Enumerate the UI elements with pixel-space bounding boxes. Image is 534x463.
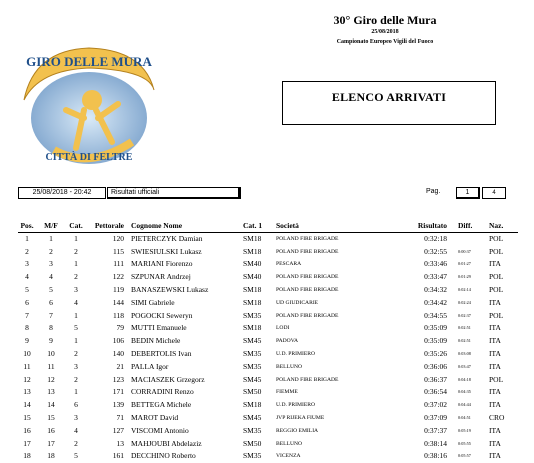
cell-pos: 12	[23, 374, 31, 384]
cell-cat: 6	[74, 400, 78, 410]
cell-pos: 11	[23, 361, 31, 371]
table-row	[0, 284, 534, 297]
cell-nome: SZPUNAR Andrzej	[131, 272, 191, 282]
elenco-box	[282, 81, 496, 125]
table-row	[0, 438, 534, 451]
header-naz: Naz.	[489, 221, 504, 230]
cell-diff: 0:02:37	[458, 312, 471, 318]
cell-nome: CORRADINI Renzo	[131, 387, 194, 397]
cell-mf: 18	[47, 451, 55, 461]
cell-naz: ITA	[489, 348, 501, 358]
cell-cat: 3	[74, 361, 78, 371]
cell-nome: BETTEGA Michele	[131, 400, 192, 410]
cell-naz: ITA	[489, 297, 501, 307]
cell-pet: 118	[113, 310, 124, 320]
cell-pos: 8	[25, 323, 29, 333]
cell-mf: 14	[47, 400, 55, 410]
cell-pos: 4	[25, 272, 29, 282]
cell-nome: MACIASZEK Grzegorz	[131, 374, 205, 384]
cell-nome: MAHJOUBI Abdelaziz	[131, 438, 202, 448]
cell-nome: MARIANI Fiorenzo	[131, 259, 193, 269]
cell-mf: 3	[49, 259, 53, 269]
header-nome: Cognome Nome	[131, 221, 183, 230]
table-body	[0, 233, 534, 463]
cell-diff: 0:03:08	[458, 350, 471, 356]
cell-diff: 0:05:19	[458, 427, 471, 433]
cell-pet: 140	[112, 348, 124, 358]
cell-pet: 161	[112, 451, 124, 461]
cell-cat: 3	[74, 412, 78, 422]
header-cat: Cat.	[69, 221, 83, 230]
cell-soc: FIEMME	[276, 389, 298, 396]
table-row	[0, 386, 534, 399]
cell-ris: 0:35:09	[424, 336, 447, 346]
cell-cat: 2	[74, 374, 78, 384]
cell-pet: 13	[116, 438, 124, 448]
cell-diff: 0:04:35	[458, 389, 471, 395]
cell-cat1: SM35	[243, 310, 262, 320]
cell-nome: MUTTI Emanuele	[131, 323, 187, 333]
cell-soc: POLAND FIRE BRIGADE	[276, 235, 339, 242]
cell-ris: 0:33:47	[424, 272, 447, 282]
table-row	[0, 246, 534, 259]
cell-cat1: SM18	[243, 284, 262, 294]
cell-pet: 21	[116, 361, 124, 371]
header-pettorale: Pettorale	[94, 221, 124, 230]
page-current-field[interactable]: 1	[456, 187, 480, 199]
cell-cat: 1	[74, 259, 78, 269]
cell-ris: 0:37:02	[424, 400, 447, 410]
cell-cat1: SM18	[243, 323, 262, 333]
cell-naz: POL	[489, 310, 504, 320]
cell-pos: 3	[25, 259, 29, 269]
cell-soc: PADOVA	[276, 338, 299, 345]
table-row	[0, 322, 534, 335]
cell-nome: POGOCKI Seweryn	[131, 310, 193, 320]
cell-pos: 2	[25, 246, 29, 256]
cell-mf: 9	[49, 336, 53, 346]
cell-ris: 0:38:16	[424, 451, 447, 461]
cell-naz: CRO	[489, 412, 505, 422]
cell-naz: ITA	[489, 400, 501, 410]
cell-soc: POLAND FIRE BRIGADE	[276, 286, 339, 293]
cell-cat1: SM18	[243, 297, 262, 307]
cell-soc: PESCARA	[276, 261, 302, 268]
cell-naz: POL	[489, 284, 504, 294]
cell-cat1: SM50	[243, 438, 262, 448]
cell-pet: 71	[116, 412, 124, 422]
cell-cat: 1	[74, 387, 78, 397]
cell-naz: ITA	[489, 361, 501, 371]
elenco-title: ELENCO ARRIVATI	[331, 90, 447, 104]
cell-mf: 16	[47, 425, 55, 435]
cell-mf: 11	[47, 361, 55, 371]
cell-mf: 1	[49, 233, 53, 243]
cell-mf: 12	[47, 374, 55, 384]
cell-pos: 5	[25, 284, 29, 294]
cell-pos: 13	[23, 387, 31, 397]
cell-diff: 0:03:47	[458, 363, 471, 369]
cell-cat1: SM40	[243, 259, 262, 269]
cell-diff: 0:02:51	[458, 325, 471, 331]
cell-nome: VISCOMI Antonio	[131, 425, 189, 435]
cell-mf: 6	[49, 297, 53, 307]
cell-ris: 0:32:55	[424, 246, 447, 256]
cell-cat1: SM40	[243, 272, 262, 282]
table-row	[0, 258, 534, 271]
cell-pos: 16	[23, 425, 31, 435]
table-row	[0, 374, 534, 387]
cell-pet: 79	[116, 323, 124, 333]
cell-nome: MAROT David	[131, 412, 179, 422]
cell-diff: 0:05:55	[458, 440, 471, 446]
cell-soc: U.D. PRIMIERO	[276, 350, 316, 357]
cell-mf: 7	[49, 310, 53, 320]
cell-soc: VICENZA	[276, 453, 301, 460]
cell-pet: 111	[113, 259, 124, 269]
cell-cat1: SM35	[243, 425, 262, 435]
cell-ris: 0:38:14	[424, 438, 447, 448]
cell-soc: REGGIO EMILIA	[276, 427, 319, 434]
cell-cat1: SM18	[243, 400, 262, 410]
cell-nome: BEDIN Michele	[131, 336, 181, 346]
cell-naz: ITA	[489, 323, 501, 333]
cell-ris: 0:35:09	[424, 323, 447, 333]
cell-mf: 10	[47, 348, 55, 358]
cell-ris: 0:35:26	[424, 348, 447, 358]
cell-ris: 0:37:37	[424, 425, 447, 435]
cell-nome: PIETERCZYK Damian	[131, 233, 203, 243]
cell-pos: 7	[25, 310, 29, 320]
cell-naz: ITA	[489, 438, 501, 448]
cell-ris: 0:37:09	[424, 412, 447, 422]
cell-soc: POLAND FIRE BRIGADE	[276, 274, 339, 281]
cell-naz: POL	[489, 246, 504, 256]
cell-pet: 106	[112, 336, 124, 346]
cell-mf: 4	[49, 272, 53, 282]
cell-naz: ITA	[489, 336, 501, 346]
cell-soc: POLAND FIRE BRIGADE	[276, 376, 339, 383]
page-total-field: 4	[482, 187, 506, 199]
cell-cat: 1	[74, 336, 78, 346]
logo-subtitle: CITTÀ DI FELTRE	[45, 152, 133, 163]
cell-soc: U.D. PRIMIERO	[276, 402, 316, 409]
event-title: 30° Giro delle Mura	[333, 13, 437, 27]
cell-pet: 127	[112, 425, 124, 435]
results-type-field: Risultati ufficiali	[107, 187, 241, 199]
cell-cat: 3	[74, 284, 78, 294]
cell-diff: 0:04:44	[458, 402, 471, 408]
cell-pos: 15	[23, 412, 31, 422]
event-date: 25/08/2018	[371, 29, 399, 35]
cell-pet: 119	[113, 284, 124, 294]
cell-ris: 0:33:46	[424, 259, 447, 269]
cell-diff: 0:00:37	[458, 248, 471, 254]
cell-cat1: SM18	[243, 233, 262, 243]
cell-nome: BANASZEWSKI Lukasz	[131, 284, 209, 294]
results-table	[0, 220, 534, 463]
cell-soc: LODI	[276, 325, 290, 332]
cell-naz: ITA	[489, 259, 501, 269]
cell-cat: 4	[74, 297, 78, 307]
cell-ris: 0:36:54	[424, 387, 447, 397]
cell-nome: SIMI Gabriele	[131, 297, 175, 307]
header-societa: Società	[276, 221, 299, 230]
cell-naz: ITA	[489, 387, 501, 397]
table-row	[0, 399, 534, 412]
cell-mf: 2	[49, 246, 53, 256]
cell-cat1: SM45	[243, 336, 262, 346]
cell-pet: 122	[112, 272, 124, 282]
cell-ris: 0:32:18	[424, 233, 447, 243]
cell-pos: 17	[23, 438, 31, 448]
cell-diff: 0:04:18	[458, 376, 471, 382]
cell-cat1: SM35	[243, 361, 262, 371]
cell-diff: 0:04:51	[458, 414, 471, 420]
cell-mf: 5	[49, 284, 53, 294]
cell-soc: UD GIUDICARIE	[276, 299, 319, 306]
header-risultato: Risultato	[417, 221, 447, 230]
cell-pet: 120	[112, 233, 124, 243]
table-row	[0, 297, 534, 310]
cell-pos: 14	[23, 400, 31, 410]
cell-pos: 10	[23, 348, 31, 358]
header-pos: Pos.	[20, 221, 34, 230]
cell-cat: 2	[74, 438, 78, 448]
cell-soc: JVP RIJEKA FIUME	[276, 414, 325, 421]
table-row	[0, 233, 534, 246]
cell-mf: 13	[47, 387, 55, 397]
cell-cat: 2	[74, 246, 78, 256]
cell-cat1: SM50	[243, 387, 262, 397]
cell-pos: 18	[23, 451, 31, 461]
cell-soc: BELLUNO	[276, 363, 303, 370]
cell-pos: 1	[25, 233, 29, 243]
cell-mf: 15	[47, 412, 55, 422]
header-diff: Diff.	[458, 221, 473, 230]
cell-ris: 0:34:42	[424, 297, 447, 307]
cell-naz: POL	[489, 374, 504, 384]
cell-pet: 171	[112, 387, 124, 397]
table-row	[0, 450, 534, 463]
header-cat1: Cat. 1	[243, 221, 263, 230]
cell-pet: 144	[112, 297, 124, 307]
cell-ris: 0:36:06	[424, 361, 447, 371]
cell-cat: 2	[74, 348, 78, 358]
cell-diff: 0:02:51	[458, 338, 471, 344]
cell-diff: 0:02:14	[458, 286, 471, 292]
cell-cat1: SM35	[243, 451, 262, 461]
event-logo	[14, 30, 164, 180]
cell-naz: POL	[489, 272, 504, 282]
cell-ris: 0:34:55	[424, 310, 447, 320]
table-row	[0, 335, 534, 348]
table-row	[0, 348, 534, 361]
table-row	[0, 310, 534, 323]
cell-pet: 115	[113, 246, 124, 256]
cell-cat1: SM18	[243, 246, 262, 256]
cell-soc: BELLUNO	[276, 440, 303, 447]
cell-nome: PALLA Igor	[131, 361, 169, 371]
cell-nome: DEBERTOLIS Ivan	[131, 348, 192, 358]
cell-cat1: SM35	[243, 348, 262, 358]
cell-cat: 2	[74, 272, 78, 282]
cell-naz: ITA	[489, 425, 501, 435]
cell-cat: 5	[74, 451, 78, 461]
cell-diff: 0:01:29	[458, 274, 471, 280]
table-row	[0, 412, 534, 425]
cell-pet: 139	[112, 400, 124, 410]
header-divider	[18, 232, 518, 233]
cell-cat1: SM45	[243, 374, 262, 384]
cell-nome: DECCHINO Roberto	[131, 451, 196, 461]
datetime-field: 25/08/2018 - 20:42	[18, 187, 106, 199]
cell-cat: 4	[74, 425, 78, 435]
cell-cat: 5	[74, 323, 78, 333]
cell-naz: POL	[489, 233, 504, 243]
cell-pet: 123	[112, 374, 124, 384]
event-subtitle: Campionato Europeo Vigili del Fuoco	[336, 39, 434, 45]
cell-soc: POLAND FIRE BRIGADE	[276, 248, 339, 255]
logo-title: GIRO DELLE MURA	[26, 54, 152, 69]
cell-ris: 0:34:32	[424, 284, 447, 294]
cell-ris: 0:36:37	[424, 374, 447, 384]
cell-diff: 0:01:27	[458, 261, 471, 267]
cell-nome: SWIESIULSKI Lukasz	[131, 246, 202, 256]
cell-pos: 9	[25, 336, 29, 346]
table-header	[0, 220, 534, 233]
header-mf: M/F	[44, 221, 58, 230]
cell-naz: ITA	[489, 451, 501, 461]
cell-mf: 8	[49, 323, 53, 333]
cell-pos: 6	[25, 297, 29, 307]
page-label: Pag.	[426, 188, 441, 195]
cell-diff: 0:05:57	[458, 453, 471, 459]
cell-mf: 17	[47, 438, 55, 448]
cell-cat: 1	[74, 310, 78, 320]
table-row	[0, 271, 534, 284]
cell-cat: 1	[74, 233, 78, 243]
cell-cat1: SM45	[243, 412, 262, 422]
cell-diff: 0:02:24	[458, 299, 471, 305]
table-row	[0, 361, 534, 374]
cell-soc: POLAND FIRE BRIGADE	[276, 312, 339, 319]
table-row	[0, 425, 534, 438]
